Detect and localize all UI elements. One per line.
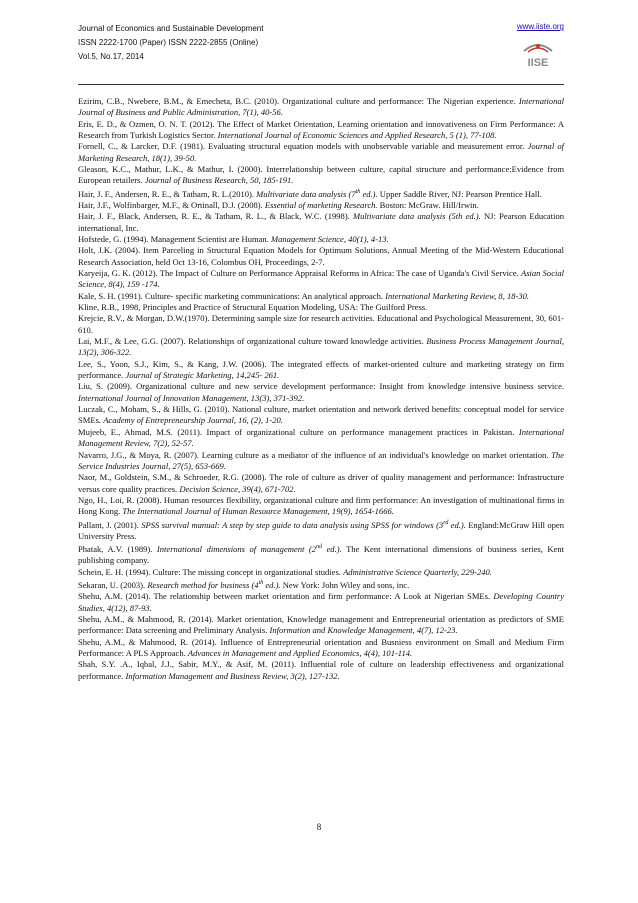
reference-entry [78, 164, 564, 187]
reference-text: Luczak, C., Moham, S., & Hills, G. (2010). National culture, market orientation and network derived benefits: conceptual model for service SMEs. [78, 404, 564, 426]
reference-source: rd [443, 519, 449, 526]
reference-entry [78, 495, 564, 518]
reference-text: Shah, S.Y. .A., Iqbal, J.J., Sabir, M.Y., & Asif, M. (2011). Influential role of culture on leadership effectiveness and organizational performance. [78, 659, 564, 681]
reference-text: Gleason, K.C., Mathur, L.K., & Mathur, I. (2000). Interrelationship between culture, capital structure and performance:Evidence from European retailers. [78, 164, 564, 186]
reference-entry [78, 614, 564, 637]
reference-source: Journal of Business Research, 50, 185-191. [144, 175, 294, 186]
reference-source: Journal of Strategic Marketing, 14,245- 261. [125, 370, 280, 381]
reference-text: England:McGraw Hill open University Press. [78, 519, 564, 541]
reference-entry [78, 659, 564, 682]
page-header [78, 22, 564, 84]
logo-text: IISE [527, 57, 549, 69]
header-rule [78, 84, 564, 85]
reference-entry [78, 591, 564, 614]
reference-text: Lee, S., Yoon, S.J., Kim, S., & Kang, J.W. (2006). The integrated effects of market-oriented culture and marketing strategy on firm performance. [78, 358, 564, 381]
reference-text: New York: John Wiley and sons, inc. [280, 579, 410, 590]
reference-text: Krejcie, R.V., & Morgan, D.W.(1970). Determining sample size for research activities. Educational and Psychological Measurement, 30, 601-610. [78, 313, 564, 335]
page-number: 8 [316, 822, 322, 832]
reference-entry [78, 302, 564, 313]
reference-source: Advances in Management and Applied Economics, 4(4), 101-114. [187, 647, 413, 658]
reference-source: International Journal of Innovation Management, 13(3), 371-392. [78, 392, 305, 403]
reference-text: Holt, J.K. (2004). Item Parceling in Structural Equation Models for Optimum Solutions, Annual Meeting of the Mid-Western Educational Research Association, held Oct 13-16, Colombus OH, Proceedings, 2-7. [78, 245, 564, 267]
reference-entry [78, 359, 564, 382]
reference-source: ed.). [322, 543, 342, 554]
reference-entry [78, 245, 564, 268]
reference-entry [78, 404, 564, 427]
reference-source: ed.). [448, 519, 466, 530]
reference-source: Decision Science, 39(4), 671-702. [179, 483, 296, 494]
reference-text: Shehu, A.M., & Mahmood, R. (2014). Influence of Entrepreneurial orientation and Busniess environment on Small and Medium Firm Performance: A PLS Approach. [78, 636, 564, 658]
reference-list [78, 96, 564, 682]
journal-title: Journal of Economics and Sustainable Development [78, 24, 264, 33]
reference-source: ed.). [263, 579, 281, 590]
reference-text: Kale, S. H. (1991). Culture- specific marketing communications: An analytical approach. [78, 290, 386, 301]
reference-text: Mujeeb, E., Ahmad, M.S. (2011). Impact of organizational culture on performance management practices in Pakistan. [78, 426, 519, 437]
reference-source: Information and Knowledge Management, 4(7), 12-23. [269, 625, 458, 636]
reference-source: Essential of marketing Research. [264, 199, 378, 210]
reference-text: NJ: Pearson Education international, Inc. [78, 211, 565, 233]
reference-text: Karyeija, G. K. (2012). The Impact of Culture on Performance Appraisal Reforms in Africa: The case of Uganda's Civil Service. [78, 268, 521, 278]
reference-text: Navarro, J.G., & Moya, R. (2007). Learning culture as a mediator of the influence of an individual's knowledge on market orientation. [78, 449, 552, 460]
volume-line: Vol.5, No.17, 2014 [78, 52, 144, 61]
reference-entry [78, 313, 564, 336]
reference-source: The International Journal of Human Resource Management, 19(9), 1654-1666. [122, 506, 394, 517]
reference-source: Management Science, 40(1), 4-13. [270, 233, 389, 244]
reference-source: ed.). [360, 188, 378, 199]
reference-text: Hair, J. F., Black, Andersen, R. E., & Tatham, R. L., & Black, W.C. (1998). [78, 211, 354, 222]
reference-source: th [355, 188, 361, 195]
reference-source: Business Process Management Journal, 13(2), 306-322. [78, 336, 564, 358]
reference-entry [78, 518, 564, 543]
reference-source: nd [316, 544, 322, 551]
reference-source: International dimensions of management (2 [156, 543, 316, 554]
reference-source: th [258, 579, 264, 586]
reference-source: Academy of Entrepreneurship Journal, 16, (2), 1-20. [103, 415, 283, 426]
logo-arc-icon [524, 44, 552, 52]
reference-source: The Service Industries Journal, 27(5), 653-669. [78, 449, 564, 471]
reference-text: Kline, R.B., 1998, Principles and Practice of Structural Equation Modeling, USA: The Guilford Press. [78, 302, 428, 313]
reference-entry [78, 187, 564, 200]
reference-text: Shehu, A.M., & Mahmood, R. (2014). Market orientation, Knowledge management and Entrepreneurial orientation as predictors of SME performance: Data screening and Preliminary Analysis. [78, 613, 564, 636]
reference-entry [78, 381, 564, 404]
reference-entry [78, 200, 564, 211]
reference-entry [78, 578, 564, 591]
reference-entry [78, 141, 564, 164]
reference-text: Eris, E. D., & Ozmen, O. N. T. (2012). The Effect of Market Orientation, Learning orientation and innovativeness on Firm Performance: A Research from Turkish Logistics Sector. [78, 118, 564, 141]
reference-entry [78, 567, 564, 578]
issn-line: ISSN 2222-1700 (Paper) ISSN 2222-2855 (Online) [78, 38, 259, 47]
reference-source: SPSS survival manual: A step by step guide to data analysis using SPSS for windows (3 [141, 519, 444, 530]
reference-text: Hofstede, G. (1994). Management Scientist are Human. [78, 233, 271, 244]
reference-text: Shehu, A.M. (2014). The relationship between market orientation and firm performance: A Look at Nigerian SMEs. [78, 591, 494, 602]
reference-entry [78, 336, 564, 359]
reference-text: Ezirim, C.B., Nwebere, B.M., & Emecheta, B.C. (2010). Organizational culture and performance: The Nigerian experience. [78, 96, 519, 106]
reference-entry [78, 637, 564, 660]
reference-text: Liu, S. (2009). Organizational culture and new service development performance: Insight from knowledge intensive business service. [78, 381, 564, 392]
reference-text: Schein, E. H. (1994). Culture: The missing concept in organizational studies. [78, 566, 344, 577]
reference-source: International Marketing Review, 8, 18-30. [385, 290, 530, 301]
reference-text: Hair, J.F., Wolfinbarger, M.F., & Ortinall, D.J. (2008). [78, 199, 265, 210]
reference-text: Sekaran, U. (2003). [78, 579, 148, 590]
reference-entry [78, 268, 564, 291]
reference-source: Journal of Marketing Research, 18(1), 39-50. [78, 141, 564, 163]
reference-entry [78, 96, 564, 119]
reference-text: Hair, J. F., Andersen, R. E., & Tatham, R. L.(2010). [78, 188, 257, 199]
reference-entry [78, 291, 564, 302]
reference-text: Pallant, J. (2001). [78, 519, 142, 530]
reference-source: International Journal of Business and Public Administration, 7(1), 40-56. [78, 96, 564, 118]
reference-source: Information Management and Business Review, 3(2), 127-132. [125, 670, 340, 681]
reference-source: Asian Social Science, 8(4), 159 -174. [78, 268, 565, 290]
reference-text: Phatak, A.V. (1989). [78, 543, 157, 554]
reference-text: Ngo, H., Loi, R. (2008). Human resources flexibility, organizational culture and firm performance: An investigation of multinational firms in Hong Kong. [78, 494, 564, 517]
reference-source: Research method for business (4 [147, 579, 259, 590]
reference-source: Multivariate data analysis (5th ed.). [353, 211, 481, 222]
reference-entry [78, 542, 564, 567]
reference-source: Administrative Science Quarterly, 229-240. [343, 566, 492, 577]
iiste-logo [518, 37, 558, 71]
reference-entry [78, 211, 564, 234]
reference-source: International Management Review, 7(2), 52-57. [78, 426, 564, 449]
reference-entry [78, 472, 564, 495]
reference-source: Multivariate data analysis (7 [256, 188, 356, 199]
reference-entry [78, 119, 564, 142]
reference-source: International Journal of Economic Sciences and Applied Research, 5 (1), 77-108. [217, 130, 497, 141]
reference-entry [78, 234, 564, 245]
reference-text: Lai, M.F., & Lee, G.G. (2007). Relationships of organizational culture toward knowledge activities. [78, 336, 427, 347]
reference-text: Naor, M., Goldstein, S.M., & Schroeder, R.G. (2008). The role of culture as driver of quality management and performance: Infrastructure versus core quality practices. [78, 472, 564, 494]
reference-text: Upper Saddle River, NJ: Pearson Prentice Hall. [377, 188, 542, 199]
reference-text: The Kent international dimensions of business series, Kent publishing company. [78, 543, 564, 566]
reference-text: Boston: McGraw. Hill/Irwin. [377, 199, 479, 210]
journal-url-link[interactable]: www.iiste.org [516, 22, 564, 31]
reference-source: Developing Country Studies, 4(12), 87-93. [78, 591, 564, 613]
reference-entry [78, 427, 564, 450]
reference-entry [78, 450, 564, 473]
reference-text: Fornell, C., & Larcker, D.F. (1981). Evaluating structural equation models with unobservable variable and measurement error. [78, 141, 528, 152]
